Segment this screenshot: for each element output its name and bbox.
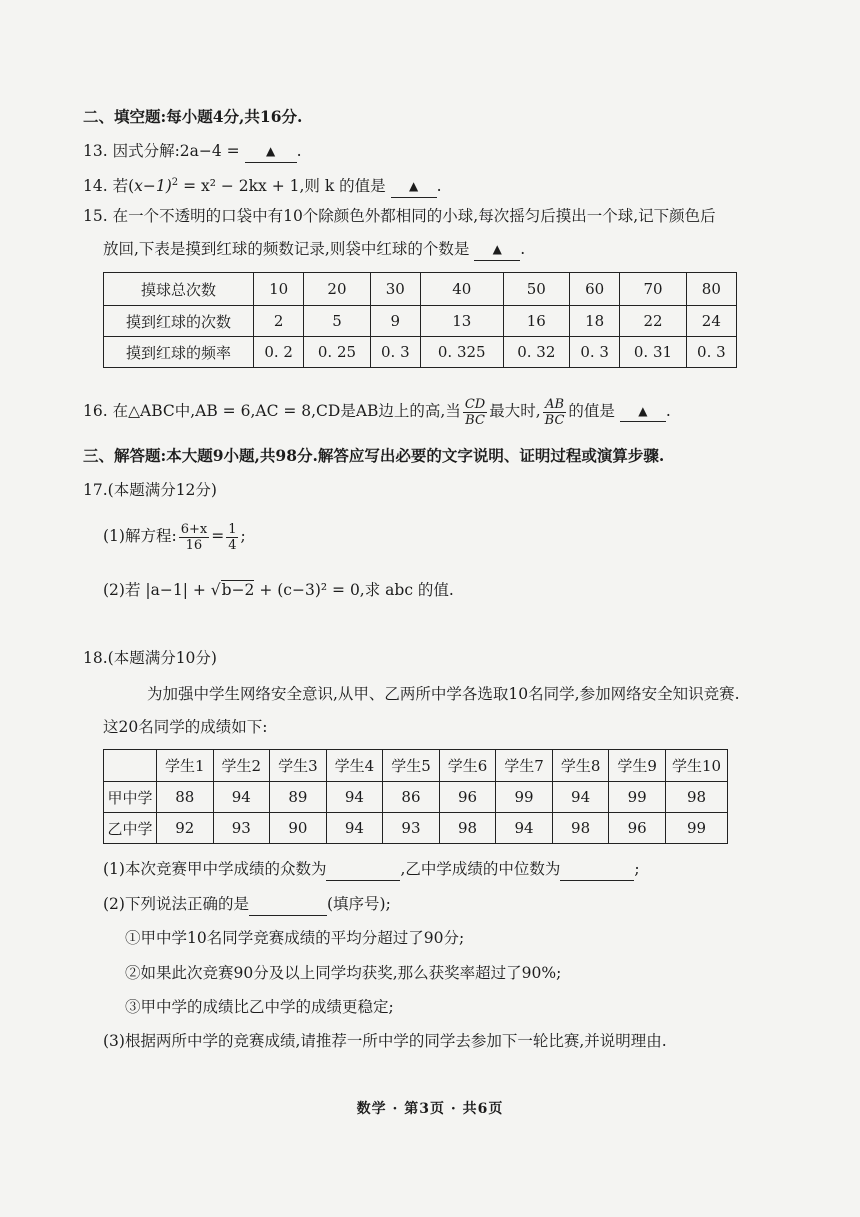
fraction-ab-bc: $\frac{AB}{BC}$	[544, 396, 565, 428]
option-3: ③甲中学的成绩比乙中学的成绩更稳定;	[125, 998, 394, 1016]
question-13: 13. 因式分解:2a−4 = ▲ .	[83, 140, 302, 163]
row-label: 甲中学	[104, 782, 157, 813]
table-q18	[103, 749, 728, 844]
fraction-6x-16: $\frac{6+x}{16}$	[180, 521, 208, 553]
option-1: ①甲中学10名同学竞赛成绩的平均分超过了90分;	[125, 929, 465, 947]
answer-blank-16[interactable]: ▲	[620, 401, 666, 422]
answer-blank-13[interactable]: ▲	[245, 140, 297, 163]
answer-blank-18-choice[interactable]	[249, 893, 327, 916]
row-label: 摸球总次数	[104, 273, 254, 306]
answer-blank-15[interactable]: ▲	[474, 238, 520, 261]
table-row: 乙中学 92 93 90 94 93 98 94 98 96 99	[104, 813, 728, 844]
row-label: 乙中学	[104, 813, 157, 844]
answer-blank-18-median[interactable]	[560, 858, 634, 881]
question-17-part1: (1)解方程: $\frac{6+x}{16}$ = $\frac{1}{4}$ ;	[103, 521, 246, 553]
question-18-title: 18.(本题满分10分)	[83, 649, 217, 667]
answer-blank-18-mode[interactable]	[326, 858, 400, 881]
page-footer: 数学 · 第3页 · 共6页	[356, 1101, 504, 1117]
question-16: 16. 在△ABC中,AB = 6,AC = 8,CD是AB边上的高,当 $\frac{CD}{BC}$ 最大时, $\frac{AB}{BC}$ 的值是 ▲ .	[83, 396, 671, 428]
question-18-intro-2: 这20名同学的成绩如下:	[103, 718, 268, 736]
option-2: ②如果此次竞赛90分及以上同学均获奖,那么获奖率超过了90%;	[125, 964, 562, 982]
table-row: 摸到红球的频率 0. 2 0. 25 0. 3 0. 325 0. 32 0. 3 0. 31 0. 3	[104, 337, 737, 368]
row-label: 摸到红球的频率	[104, 337, 254, 368]
question-17-part2: (2)若 |a−1| + √b−2 + (c−3)² = 0,求 abc 的值.	[103, 581, 454, 599]
section-3-heading: 三、解答题:本大题9小题,共98分.解答应写出必要的文字说明、证明过程或演算步骤.	[83, 446, 665, 465]
row-label: 摸到红球的次数	[104, 306, 254, 337]
fraction-1-4: $\frac{1}{4}$	[228, 521, 237, 553]
table-q15	[103, 272, 737, 368]
question-15-line1: 15. 在一个不透明的口袋中有10个除颜色外都相同的小球,每次摇匀后摸出一个球,记下颜色后	[83, 207, 716, 225]
question-17-title: 17.(本题满分12分)	[83, 481, 217, 499]
answer-blank-14[interactable]: ▲	[391, 175, 437, 198]
question-15-line2: 放回,下表是摸到红球的频数记录,则袋中红球的个数是 ▲ .	[103, 238, 525, 261]
table-row: 摸到红球的次数 2 5 9 13 16 18 22 24	[104, 306, 737, 337]
question-18-part2: (2)下列说法正确的是 (填序号);	[103, 893, 391, 916]
table-row: 甲中学 88 94 89 94 86 96 99 94 99 98	[104, 782, 728, 813]
question-18-part1: (1)本次竞赛甲中学成绩的众数为 ,乙中学成绩的中位数为 ;	[103, 858, 640, 881]
question-18-intro-1: 为加强中学生网络安全意识,从甲、乙两所中学各选取10名同学,参加网络安全知识竞赛.	[147, 685, 740, 703]
question-18-part3: (3)根据两所中学的竞赛成绩,请推荐一所中学的同学去参加下一轮比赛,并说明理由.	[103, 1032, 667, 1050]
question-14: 14. 若$(x-1)^2 = x^2 - 2kx + 1$,则 k 的值是 ▲ .	[83, 172, 442, 198]
table-header-row: 学生1 学生2 学生3 学生4 学生5 学生6 学生7 学生8 学生9 学生10	[104, 750, 728, 782]
table-row: 摸球总次数 10 20 30 40 50 60 70 80	[104, 273, 737, 306]
fraction-cd-bc: $\frac{CD}{BC}$	[464, 396, 486, 428]
section-2-heading: 二、填空题:每小题4分,共16分.	[83, 107, 303, 126]
